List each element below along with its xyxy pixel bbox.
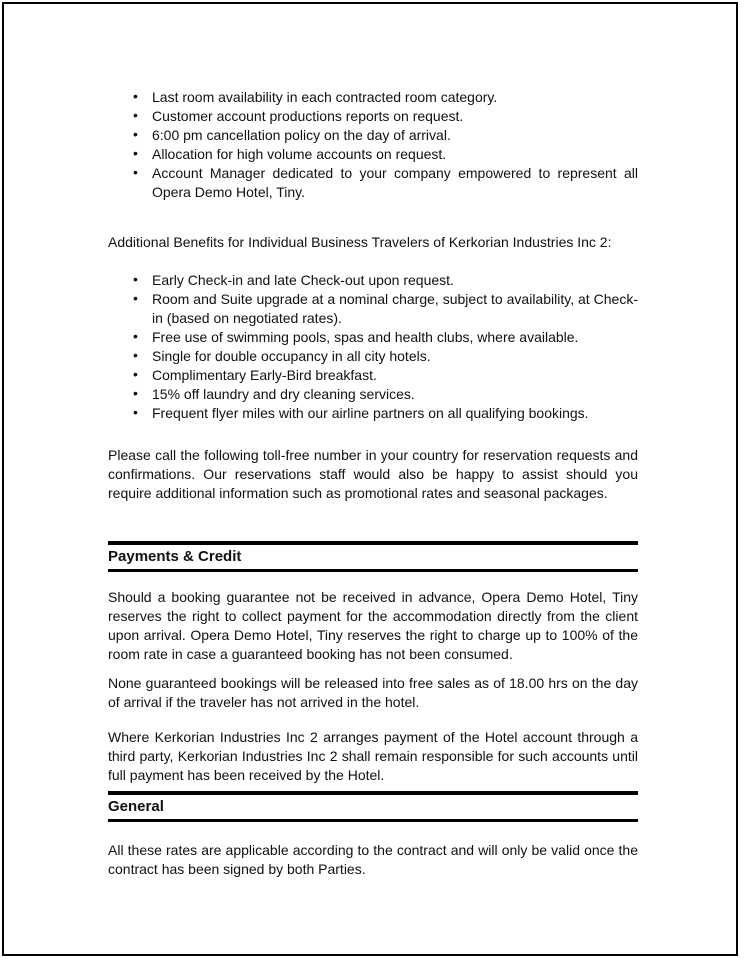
bullet-icon: • bbox=[133, 145, 138, 161]
list-item bbox=[108, 290, 638, 328]
list-item-text: Early Check-in and late Check-out upon request. bbox=[152, 272, 454, 288]
bullet-icon: • bbox=[133, 404, 138, 420]
list-item bbox=[108, 164, 638, 202]
bullet-icon: • bbox=[133, 366, 138, 382]
list-item bbox=[108, 404, 638, 423]
paragraph-contract-validity: All these rates are applicable according to the contract and will only be valid once the contract has been signed by both Parties. bbox=[108, 842, 638, 877]
list-item-text: Complimentary Early-Bird breakfast. bbox=[152, 367, 377, 383]
list-item-text: Free use of swimming pools, spas and health clubs, where available. bbox=[152, 329, 579, 345]
section-title: Payments & Credit bbox=[108, 548, 242, 565]
list-item bbox=[108, 145, 638, 164]
bullet-icon: • bbox=[133, 271, 138, 287]
bullet-icon: • bbox=[133, 164, 138, 180]
bullet-list-traveler-benefits bbox=[108, 271, 638, 423]
bullet-icon: • bbox=[133, 107, 138, 123]
list-item bbox=[108, 347, 638, 366]
bullet-icon: • bbox=[133, 290, 138, 306]
paragraph-booking-guarantee: Should a booking guarantee not be received in advance, Opera Demo Hotel, Tiny reserves the right to collect payment for the accommodation directly from the client upon arrival. Opera Demo Hotel, Tiny reserves the right to charge up to 100% of the room rate in case a guaranteed booking has not been consumed. bbox=[108, 589, 638, 662]
paragraph-third-party-payment: Where Kerkorian Industries Inc 2 arranges payment of the Hotel account through a third party, Kerkorian Industries Inc 2 shall remain responsible for such accounts until full payment has been received by the Hotel. bbox=[108, 729, 638, 783]
list-item-text: Single for double occupancy in all city hotels. bbox=[152, 348, 431, 364]
list-item bbox=[108, 271, 638, 290]
bullet-list-hotel-benefits bbox=[108, 88, 638, 202]
bullet-icon: • bbox=[133, 126, 138, 142]
list-item-text: Room and Suite upgrade at a nominal charge, subject to availability, at Check-in (based on negotiated rates). bbox=[152, 291, 638, 326]
paragraph-reservations: Please call the following toll-free number in your country for reservation requests and confirmations. Our reservations staff would also be happy to assist should you require additional information such as promotional rates and seasonal packages. bbox=[108, 447, 638, 501]
bullet-icon: • bbox=[133, 385, 138, 401]
list-item bbox=[108, 385, 638, 404]
section-header-general bbox=[108, 791, 638, 822]
list-item-text: 15% off laundry and dry cleaning services. bbox=[152, 386, 415, 402]
section-header-payments-credit bbox=[108, 541, 638, 572]
paragraph-non-guaranteed-release: None guaranteed bookings will be released into free sales as of 18.00 hrs on the day of arrival if the traveler has not arrived in the hotel. bbox=[108, 675, 638, 710]
list-item-text: Last room availability in each contracted room category. bbox=[152, 89, 498, 105]
list-item bbox=[108, 328, 638, 347]
bullet-icon: • bbox=[133, 88, 138, 104]
list-item-text: Customer account productions reports on request. bbox=[152, 108, 464, 124]
list-item bbox=[108, 88, 638, 107]
bullet-icon: • bbox=[133, 328, 138, 344]
bullet-icon: • bbox=[133, 347, 138, 363]
list-item-text: 6:00 pm cancellation policy on the day of arrival. bbox=[152, 127, 451, 143]
list-item bbox=[108, 366, 638, 385]
list-item bbox=[108, 126, 638, 145]
list-item-text: Account Manager dedicated to your company empowered to represent all Opera Demo Hotel, Tiny. bbox=[152, 165, 638, 200]
section-title: General bbox=[108, 798, 164, 815]
paragraph-additional-benefits-intro: Additional Benefits for Individual Business Travelers of Kerkorian Industries Inc 2: bbox=[108, 234, 612, 250]
list-item-text: Allocation for high volume accounts on request. bbox=[152, 146, 447, 162]
list-item-text: Frequent flyer miles with our airline partners on all qualifying bookings. bbox=[152, 405, 589, 421]
list-item bbox=[108, 107, 638, 126]
